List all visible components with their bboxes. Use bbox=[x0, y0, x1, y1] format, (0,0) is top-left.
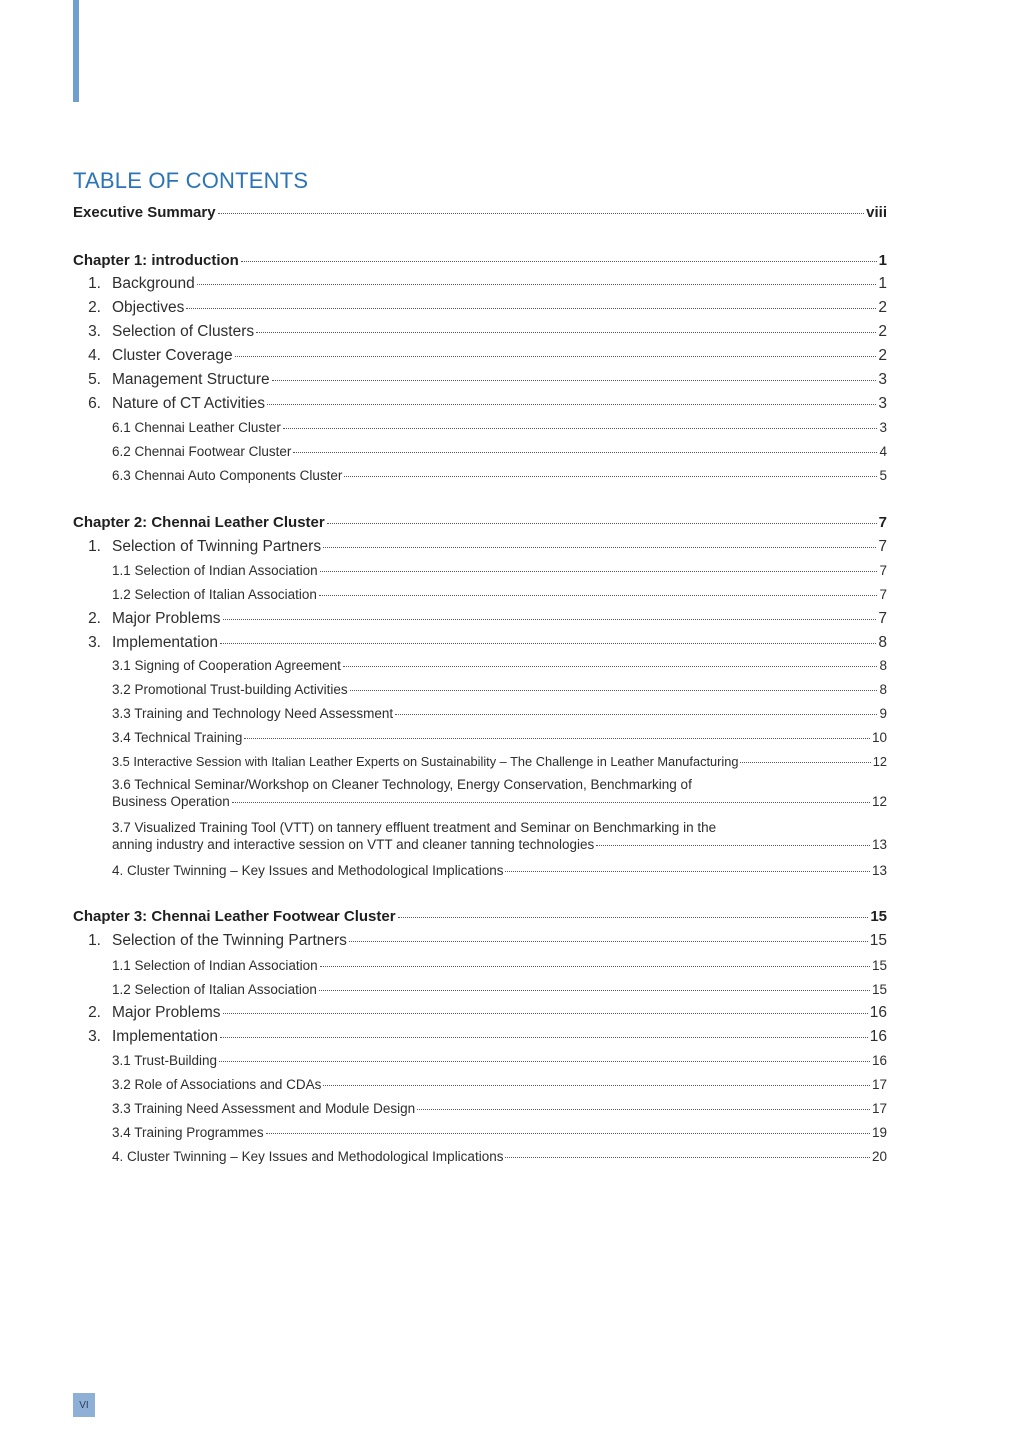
toc-number: 2. bbox=[88, 299, 101, 316]
dot-leader bbox=[505, 1157, 870, 1158]
dot-leader bbox=[395, 714, 877, 715]
decorative-bar bbox=[73, 0, 79, 102]
toc-label: Implementation bbox=[112, 634, 218, 651]
toc-page: 15 bbox=[871, 958, 887, 973]
toc-label: Background bbox=[112, 275, 195, 292]
dot-leader bbox=[218, 213, 865, 214]
page-number-badge bbox=[73, 1393, 95, 1417]
dot-leader bbox=[186, 308, 876, 309]
dot-leader bbox=[327, 523, 877, 524]
dot-leader bbox=[350, 690, 878, 691]
toc-page: 2 bbox=[878, 299, 887, 316]
dot-leader bbox=[272, 380, 877, 381]
toc-label: 3.3 Training and Technology Need Assessment bbox=[112, 706, 394, 721]
toc-number: 3. bbox=[88, 634, 101, 651]
toc-page: 5 bbox=[879, 468, 887, 483]
toc-label-line: 3.6 Technical Seminar/Workshop on Cleaner Technology, Energy Conservation, Benchmarking of bbox=[112, 777, 692, 792]
toc-page: 2 bbox=[878, 323, 887, 340]
dot-leader bbox=[417, 1109, 870, 1110]
toc-entry[interactable] bbox=[73, 587, 887, 602]
toc-label: 6.1 Chennai Leather Cluster bbox=[112, 420, 281, 435]
toc-entry-chapter-2[interactable] bbox=[73, 514, 887, 531]
toc-label-line: 3.7 Visualized Training Tool (VTT) on tannery effluent treatment and Seminar on Benchmarking in the bbox=[112, 820, 717, 835]
toc-label: 6.2 Chennai Footwear Cluster bbox=[112, 444, 292, 459]
toc-page: 20 bbox=[871, 1149, 887, 1164]
toc-number: 3. bbox=[88, 323, 101, 340]
toc-label: 4. Cluster Twinning – Key Issues and Methodological Implications bbox=[112, 1149, 504, 1164]
toc-entry[interactable] bbox=[73, 958, 887, 973]
toc-label: 3.2 Role of Associations and CDAs bbox=[112, 1077, 322, 1092]
dot-leader bbox=[320, 571, 878, 572]
dot-leader bbox=[197, 284, 877, 285]
dot-leader bbox=[323, 1085, 870, 1086]
dot-leader bbox=[323, 547, 876, 548]
toc-page: 15 bbox=[870, 908, 887, 925]
toc-label: Selection of the Twinning Partners bbox=[112, 932, 347, 949]
toc-label: 3.5 Interactive Session with Italian Leather Experts on Sustainability – The Challenge in Leather Manufacturing bbox=[112, 754, 739, 769]
toc-entry[interactable] bbox=[73, 754, 887, 769]
toc-entry-chapter-1[interactable] bbox=[73, 252, 887, 269]
toc-number: 2. bbox=[88, 1004, 101, 1021]
dot-leader bbox=[223, 1013, 868, 1014]
dot-leader bbox=[505, 871, 870, 872]
toc-label: Management Structure bbox=[112, 371, 270, 388]
toc-label: 1.1 Selection of Indian Association bbox=[112, 958, 318, 973]
dot-leader bbox=[267, 404, 876, 405]
toc-page: 16 bbox=[869, 1004, 887, 1021]
toc-page: 17 bbox=[871, 1101, 887, 1116]
toc-page: 7 bbox=[879, 563, 887, 578]
dot-leader bbox=[235, 356, 877, 357]
toc-label: 1.1 Selection of Indian Association bbox=[112, 563, 318, 578]
toc-label: 3.4 Training Programmes bbox=[112, 1125, 264, 1140]
toc-entry[interactable] bbox=[73, 275, 887, 293]
toc-entry-line bbox=[112, 794, 887, 809]
toc-label: 3.1 Signing of Cooperation Agreement bbox=[112, 658, 341, 673]
toc-page: 13 bbox=[871, 837, 887, 852]
toc-entry[interactable] bbox=[73, 634, 887, 652]
toc-entry[interactable] bbox=[73, 1028, 887, 1046]
dot-leader bbox=[220, 643, 876, 644]
toc-page: 13 bbox=[871, 863, 887, 878]
toc-entry[interactable] bbox=[73, 299, 887, 317]
toc-page: 19 bbox=[871, 1125, 887, 1140]
toc-entry[interactable] bbox=[73, 323, 887, 341]
toc-entry[interactable] bbox=[73, 1125, 887, 1140]
toc-page: 12 bbox=[872, 754, 887, 769]
toc-label: Selection of Clusters bbox=[112, 323, 255, 340]
dot-leader bbox=[349, 941, 868, 942]
toc-page: 16 bbox=[871, 1053, 887, 1068]
toc-page: 7 bbox=[878, 514, 887, 531]
toc-entry[interactable] bbox=[73, 1053, 887, 1068]
toc-page: 17 bbox=[871, 1077, 887, 1092]
toc-number: 1. bbox=[88, 275, 101, 292]
toc-page: 10 bbox=[871, 730, 887, 745]
toc-entry[interactable] bbox=[73, 420, 887, 435]
toc-page: 7 bbox=[878, 538, 887, 555]
toc-page: 7 bbox=[878, 610, 887, 627]
toc-entry-multiline[interactable] bbox=[112, 777, 887, 809]
dot-leader bbox=[398, 917, 869, 918]
toc-entry[interactable] bbox=[73, 563, 887, 578]
toc-label: Major Problems bbox=[112, 610, 221, 627]
toc-entry[interactable] bbox=[73, 610, 887, 628]
toc-label: Chapter 2: Chennai Leather Cluster bbox=[73, 514, 325, 531]
toc-entry[interactable] bbox=[73, 444, 887, 459]
dot-leader bbox=[232, 802, 870, 803]
toc-entry[interactable] bbox=[73, 1077, 887, 1092]
dot-leader bbox=[223, 619, 877, 620]
toc-label: anning industry and interactive session on VTT and cleaner tanning technologies bbox=[112, 837, 595, 852]
dot-leader bbox=[320, 966, 870, 967]
toc-page: 3 bbox=[878, 371, 887, 388]
toc-page: 7 bbox=[879, 587, 887, 602]
toc-page: 8 bbox=[879, 658, 887, 673]
toc-label: 3.1 Trust-Building bbox=[112, 1053, 218, 1068]
toc-entry-executive-summary[interactable] bbox=[73, 204, 887, 221]
toc-entry-chapter-3[interactable] bbox=[73, 908, 887, 925]
toc-page: 8 bbox=[879, 682, 887, 697]
toc-number: 2. bbox=[88, 610, 101, 627]
dot-leader bbox=[343, 666, 878, 667]
toc-page: 15 bbox=[869, 932, 887, 949]
toc-number: 1. bbox=[88, 932, 101, 949]
toc-entry[interactable] bbox=[73, 1149, 887, 1164]
toc-label: Implementation bbox=[112, 1028, 218, 1045]
dot-leader bbox=[596, 845, 870, 846]
toc-label: 3.4 Technical Training bbox=[112, 730, 243, 745]
dot-leader bbox=[220, 1037, 868, 1038]
toc-label: 1.2 Selection of Italian Association bbox=[112, 587, 317, 602]
toc-number: 4. bbox=[88, 347, 101, 364]
toc-page: 3 bbox=[878, 395, 887, 412]
dot-leader bbox=[740, 762, 870, 763]
toc-number: 1. bbox=[88, 538, 101, 555]
toc-page: 4 bbox=[879, 444, 887, 459]
toc-entry[interactable] bbox=[73, 468, 887, 483]
toc-number: 6. bbox=[88, 395, 101, 412]
toc-label: Executive Summary bbox=[73, 204, 216, 221]
toc-label: Chapter 3: Chennai Leather Footwear Cluster bbox=[73, 908, 396, 925]
toc-page: 1 bbox=[878, 252, 887, 269]
toc-entry-line bbox=[112, 837, 887, 852]
toc-entry-multiline[interactable] bbox=[112, 820, 887, 852]
toc-entry[interactable] bbox=[73, 682, 887, 697]
toc-label: Nature of CT Activities bbox=[112, 395, 266, 412]
toc-label: Cluster Coverage bbox=[112, 347, 233, 364]
toc-page: 15 bbox=[871, 982, 887, 997]
toc-entry[interactable] bbox=[73, 932, 887, 950]
dot-leader bbox=[219, 1061, 870, 1062]
toc-page: 9 bbox=[879, 706, 887, 721]
toc-entry[interactable] bbox=[73, 371, 887, 389]
dot-leader bbox=[319, 990, 870, 991]
toc-label: 4. Cluster Twinning – Key Issues and Methodological Implications bbox=[112, 863, 504, 878]
toc-entry[interactable] bbox=[73, 730, 887, 745]
page-number: VI bbox=[79, 1399, 89, 1411]
toc-page: 1 bbox=[878, 275, 887, 292]
dot-leader bbox=[266, 1133, 870, 1134]
toc-entry[interactable] bbox=[73, 395, 887, 413]
toc-label: Chapter 1: introduction bbox=[73, 252, 239, 269]
toc-entry[interactable] bbox=[73, 863, 887, 878]
dot-leader bbox=[344, 476, 877, 477]
toc-page: 12 bbox=[871, 794, 887, 809]
toc-entry[interactable] bbox=[73, 982, 887, 997]
toc-label: Major Problems bbox=[112, 1004, 221, 1021]
toc-entry[interactable] bbox=[73, 658, 887, 673]
dot-leader bbox=[256, 332, 876, 333]
toc-entry[interactable] bbox=[73, 538, 887, 556]
toc-label: 6.3 Chennai Auto Components Cluster bbox=[112, 468, 343, 483]
dot-leader bbox=[283, 428, 878, 429]
dot-leader bbox=[319, 595, 878, 596]
toc-page: 3 bbox=[879, 420, 887, 435]
toc-label: Business Operation bbox=[112, 794, 230, 809]
toc-label: Objectives bbox=[112, 299, 185, 316]
toc-number: 5. bbox=[88, 371, 101, 388]
toc-number: 3. bbox=[88, 1028, 101, 1045]
toc-page: 16 bbox=[869, 1028, 887, 1045]
toc-label: 3.3 Training Need Assessment and Module Design bbox=[112, 1101, 416, 1116]
dot-leader bbox=[293, 452, 877, 453]
page-title: TABLE OF CONTENTS bbox=[73, 168, 309, 193]
dot-leader bbox=[241, 261, 877, 262]
toc-entry[interactable] bbox=[73, 347, 887, 365]
toc-label: Selection of Twinning Partners bbox=[112, 538, 322, 555]
toc-entry[interactable] bbox=[73, 1101, 887, 1116]
toc-page: viii bbox=[866, 204, 887, 221]
toc-page: 8 bbox=[878, 634, 887, 651]
toc-label: 3.2 Promotional Trust-building Activities bbox=[112, 682, 348, 697]
toc-entry[interactable] bbox=[73, 1004, 887, 1022]
dot-leader bbox=[244, 738, 870, 739]
toc-label: 1.2 Selection of Italian Association bbox=[112, 982, 317, 997]
toc-page: 2 bbox=[878, 347, 887, 364]
toc-entry[interactable] bbox=[73, 706, 887, 721]
